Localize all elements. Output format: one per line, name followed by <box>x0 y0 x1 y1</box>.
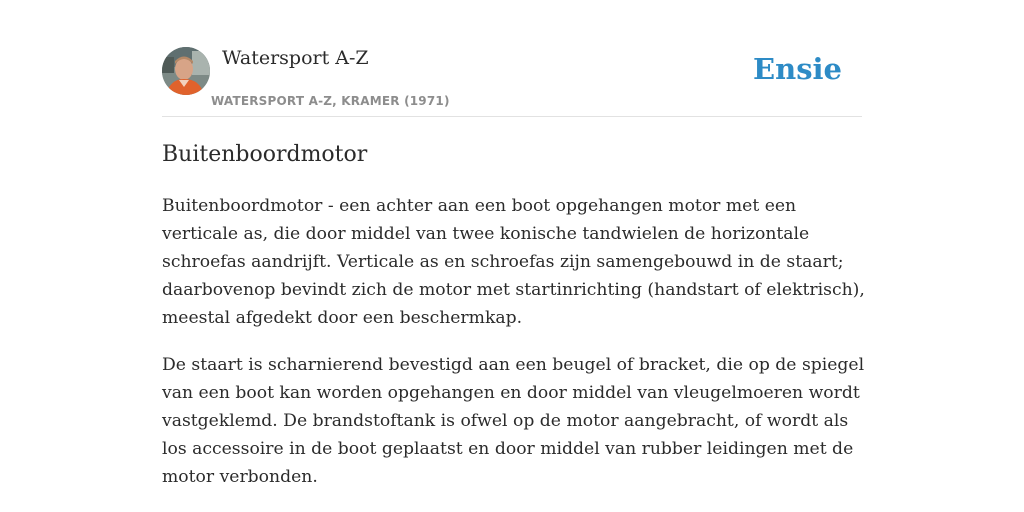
article-title: Buitenboordmotor <box>162 142 368 167</box>
person-avatar-icon[interactable] <box>162 47 210 95</box>
source-subtitle[interactable]: WATERSPORT A-Z, KRAMER (1971) <box>211 94 450 108</box>
brand-logo[interactable]: Ensie <box>753 52 842 86</box>
article-body <box>162 192 867 510</box>
source-header <box>162 46 862 117</box>
paragraph: Buitenboordmotor - een achter aan een boot opgehangen motor met een verticale as, die door middel van twee konische tandwielen de horizontale schroefas aandrijft. Verticale as en schroefas zijn samengebouwd in de staart; daarbovenop bevindt zich de motor met startinrichting (handstart of elektrisch), meestal afgedekt door een beschermkap. <box>162 196 865 328</box>
paragraph: De staart is scharnierend bevestigd aan een beugel of bracket, die op de spiegel van een boot kan worden opgehangen en door middel van vleugelmoeren wordt vastgeklemd. De brandstoftank is ofwel op de motor aangebracht, of wordt als los accessoire in de boot geplaatst en door middel van rubber leidingen met de motor verbonden. <box>162 355 865 487</box>
source-name[interactable]: Watersport A-Z <box>222 47 369 69</box>
